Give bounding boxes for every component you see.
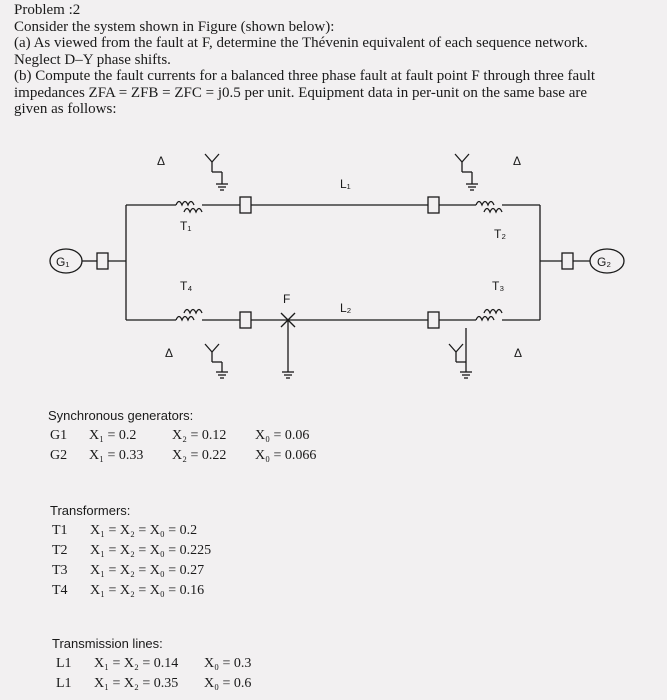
line-l2-label: L₂ [340, 301, 352, 315]
transformer-value: X₁ = X₂ = X₀ = 0.16 [90, 583, 205, 598]
breaker-upper-left [240, 197, 251, 213]
transformer-name: T4 [52, 583, 68, 598]
transformer-name: T1 [52, 523, 68, 538]
gen-x2: X₂ = 0.22 [172, 448, 227, 463]
breaker-upper-right [428, 197, 439, 213]
part-b-line-1: (b) Compute the fault currents for a balanced three phase fault at fault point F through three fault [14, 68, 596, 84]
problem-intro: Consider the system shown in Figure (shown below): [14, 18, 335, 35]
part-b-line-2: impedances ZFA = ZFB = ZFC = j0.5 per unit. Equipment data in per-unit on the same base are [14, 84, 588, 101]
transformer-name: T2 [52, 543, 68, 558]
gen-name: G2 [50, 448, 68, 463]
wye-ground-t2 [455, 154, 478, 190]
line-name: L1 [56, 676, 72, 691]
line-name: L1 [56, 656, 72, 671]
generators-title: Synchronous generators: [48, 408, 194, 423]
delta-t3: Δ [514, 346, 523, 360]
breaker-lower-left [240, 312, 251, 328]
transformer-value: X₁ = X₂ = X₀ = 0.2 [90, 523, 198, 538]
transformer-t3-coils [476, 310, 502, 321]
gen-x0: X₀ = 0.066 [255, 448, 317, 463]
transformer-t4-coils [176, 310, 202, 321]
delta-t4: Δ [165, 346, 174, 360]
gen-x2: X₂ = 0.12 [172, 428, 227, 443]
transformers-title: Transformers: [50, 503, 131, 518]
transformer-name: T3 [52, 563, 68, 578]
gen-x1: X₁ = 0.33 [89, 448, 144, 463]
part-a-line-2: Neglect D–Y phase shifts. [14, 51, 171, 68]
gen-name: G1 [50, 428, 68, 443]
transformer-t1-coils [176, 202, 202, 213]
transformer-t3-label: T₃ [492, 279, 505, 293]
line-x12: X₁ = X₂ = 0.14 [94, 656, 179, 671]
line-l1-label: L₁ [340, 177, 351, 191]
problem-statement [14, 2, 659, 118]
part-a-line-1: (a) As viewed from the fault at F, determine the Thévenin equivalent of each sequence network. [14, 35, 588, 51]
transformer-value: X₁ = X₂ = X₀ = 0.225 [90, 543, 212, 558]
wye-ground-t1 [205, 154, 228, 190]
delta-t1: Δ [157, 154, 166, 168]
transformer-t4-label: T₄ [180, 279, 193, 293]
fault-label: F [283, 292, 291, 306]
transformer-t1-label: T₁ [180, 219, 192, 233]
breaker-lower-right [428, 312, 439, 328]
line-x12: X₁ = X₂ = 0.35 [94, 676, 179, 691]
breaker-g1 [97, 253, 108, 269]
part-b-line-3: given as follows: [14, 101, 117, 117]
generator-g2-label: G₂ [597, 255, 611, 269]
wye-ground-t3 [449, 328, 472, 378]
generator-g1-label: G₁ [56, 255, 70, 269]
transformer-value: X₁ = X₂ = X₀ = 0.27 [90, 563, 205, 578]
one-line-diagram [0, 140, 667, 400]
lines-title: Transmission lines: [52, 636, 163, 651]
gen-x1: X₁ = 0.2 [89, 428, 137, 443]
breaker-g2 [562, 253, 573, 269]
problem-title: Problem :2 [14, 2, 81, 18]
fault-point-f [281, 313, 295, 378]
line-x0: X₀ = 0.3 [204, 656, 252, 671]
transformer-t2-coils [476, 202, 502, 213]
gen-x0: X₀ = 0.06 [255, 428, 310, 443]
delta-t2: Δ [513, 154, 522, 168]
transformer-t2-label: T₂ [494, 227, 506, 241]
line-x0: X₀ = 0.6 [204, 676, 252, 691]
wye-ground-t4 [205, 344, 228, 378]
